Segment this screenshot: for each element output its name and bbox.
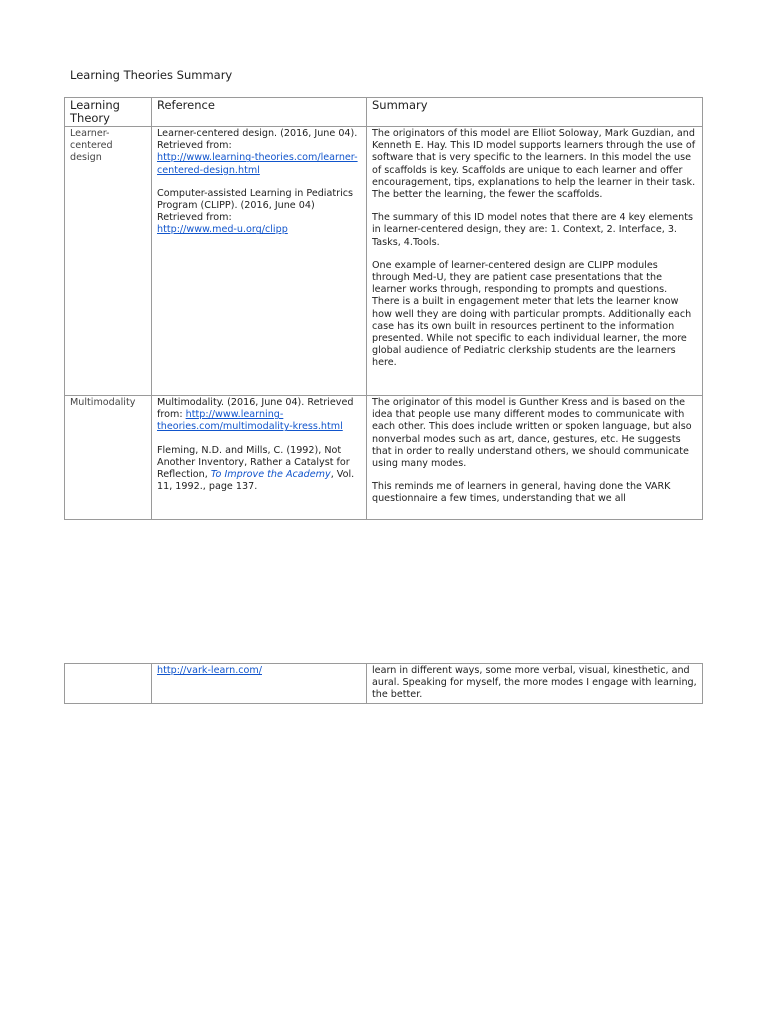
reference-link[interactable]: http://vark-learn.com/ bbox=[157, 665, 262, 676]
learning-theories-table bbox=[64, 97, 703, 520]
header-summary: Summary bbox=[367, 98, 703, 127]
document-title: Learning Theories Summary bbox=[70, 68, 233, 82]
reference-text: Computer-assisted Learning in Pediatrics Program (CLIPP). (2016, June 04) Retrieved from: bbox=[157, 187, 354, 224]
summary-paragraph: learn in different ways, some more verbal, visual, kinesthetic, and aural. Speaking for myself, the more modes I engage with learning, the better. bbox=[372, 665, 697, 701]
table-row bbox=[65, 396, 703, 520]
table-row bbox=[65, 664, 703, 704]
reference-text: Learner-centered design. (2016, June 04). Retrieved from: bbox=[157, 128, 358, 152]
learning-theories-table-continued bbox=[64, 663, 703, 704]
reference-text: , Vol. 11, 1992., page 137. bbox=[157, 469, 355, 493]
summary-paragraph: This reminds me of learners in general, having done the VARK questionnaire a few times, understanding that we all bbox=[372, 481, 671, 505]
reference-link[interactable]: http://www.learning-theories.com/multimodality-kress.html bbox=[157, 409, 343, 433]
theory-cell bbox=[65, 127, 152, 396]
theory-cell bbox=[65, 396, 152, 520]
summary-paragraph: The summary of this ID model notes that there are 4 key elements in learner-centered design, they are: 1. Context, 2. Interface, 3. Tasks, 4.Tools. bbox=[372, 212, 693, 248]
summary-paragraph: The originators of this model are Elliot Soloway, Mark Guzdian, and Kenneth E. Hay. This ID model supports learners through the use of software that is very specific to the learners. In this model the use of scaffolds is key. Scaffolds are unique to each learner and offer encouragement, tips, explanations to help the learner in their task. The better the learning, the fewer the scaffolds. bbox=[372, 128, 696, 201]
journal-title: To Improve the Academy bbox=[210, 469, 331, 481]
theory-cell bbox=[65, 664, 152, 704]
reference-link[interactable]: http://www.learning-theories.com/learner-centered-design.html bbox=[157, 152, 358, 176]
summary-cell bbox=[367, 127, 703, 396]
reference-link[interactable]: http://www.med-u.org/clipp bbox=[157, 224, 288, 236]
table-header-row bbox=[65, 98, 703, 127]
reference-cell bbox=[152, 396, 367, 520]
table-row bbox=[65, 127, 703, 396]
reference-cell bbox=[152, 664, 367, 704]
summary-paragraph: The originator of this model is Gunther Kress and is based on the idea that people use many different modes to communicate with each other. This does include written or spoken language, but also nonverbal modes such as art, dance, gestures, etc. He suggests that in order to really understand others, we should communicate using many modes. bbox=[372, 397, 692, 470]
theory-name: Multimodality bbox=[70, 397, 136, 408]
reference-cell bbox=[152, 127, 367, 396]
theory-name: Learner-centered design bbox=[70, 128, 113, 164]
summary-cell bbox=[367, 664, 703, 704]
reference-text: Multimodality. (2016, June 04). Retrieved from: bbox=[157, 397, 354, 421]
summary-paragraph: One example of learner-centered design are CLIPP modules through Med-U, they are patient case presentations that the learner works through, responding to prompts and questions. There is a built in engagement meter that lets the learner know how well they are doing with particular prompts. Additionally each case has its own built in resources pertinent to the information presented. While not specific to each individual learner, the more global audience of Pediatric clerkship students are the learners here. bbox=[372, 259, 692, 369]
summary-cell bbox=[367, 396, 703, 520]
header-learning-theory: Learning Theory bbox=[65, 98, 152, 127]
header-reference: Reference bbox=[152, 98, 367, 127]
reference-text: Fleming, N.D. and Mills, C. (1992), Not Another Inventory, Rather a Catalyst for Reflection, bbox=[157, 444, 350, 481]
